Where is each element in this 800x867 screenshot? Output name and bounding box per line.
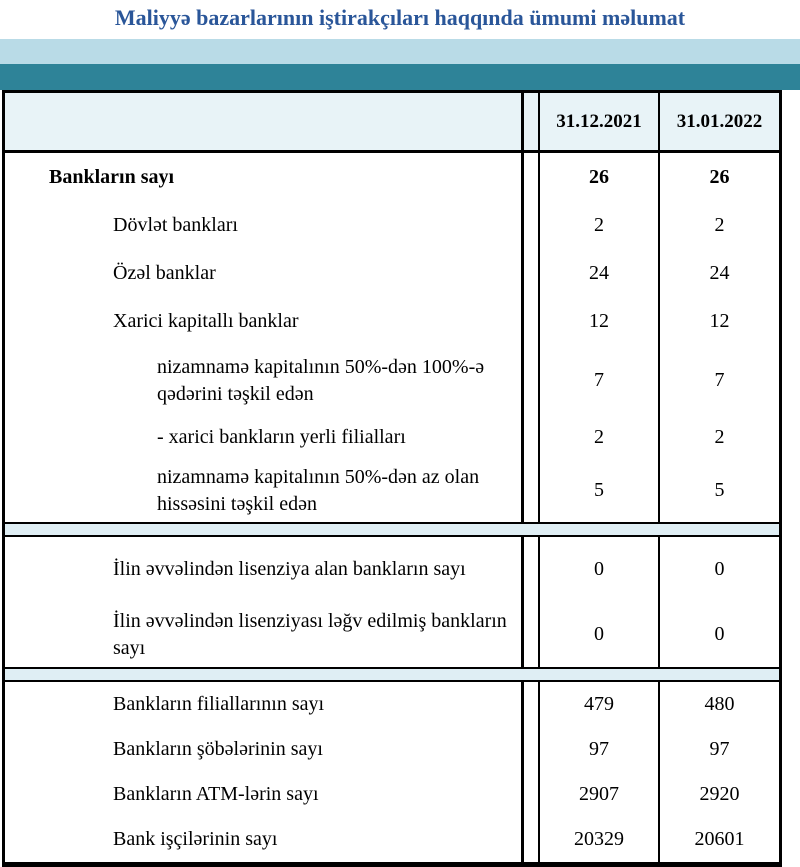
row-value-dec2021: 24 (540, 249, 660, 297)
row-label: Dövlət bankları (5, 201, 524, 249)
row-spacer-cell (524, 727, 540, 772)
table-row (5, 817, 779, 862)
row-label: İlin əvvəlindən lisenziyası ləğv edilmiş bankların sayı (5, 602, 524, 667)
row-value-dec2021: 20329 (540, 817, 660, 862)
row-spacer-cell (524, 772, 540, 817)
row-value-dec2021: 97 (540, 727, 660, 772)
row-spacer-cell (524, 345, 540, 416)
header-label-cell (5, 93, 524, 150)
row-spacer-cell (524, 297, 540, 345)
row-value-jan2022: 0 (714, 558, 725, 581)
table-header-row (5, 93, 779, 153)
row-value-jan2022: 12 (709, 309, 730, 332)
row-label: İlin əvvəlindən lisenziya alan bankların sayı (5, 537, 524, 602)
table-row (5, 201, 779, 249)
row-value-jan2022: 97 (709, 738, 730, 761)
row-value-jan2022: 20601 (694, 828, 745, 851)
row-value-dec2021: 26 (540, 153, 660, 201)
row-label: Xarici kapitallı banklar (5, 297, 524, 345)
row-label: Bankların sayı (5, 153, 524, 201)
row-label: Bank işçilərinin sayı (5, 817, 524, 862)
table-section-network (5, 682, 779, 862)
row-spacer-cell (524, 153, 540, 201)
row-spacer-cell (524, 201, 540, 249)
header-date-col1: 31.12.2021 (540, 93, 660, 150)
row-value-dec2021: 12 (540, 297, 660, 345)
row-value-dec2021: 479 (540, 682, 660, 727)
table-row (5, 459, 779, 522)
row-label: nizamnamə kapitalının 50%-dən 100%-ə qədərini təşkil edən (5, 345, 524, 416)
table-row (5, 249, 779, 297)
decorative-band-light (0, 39, 800, 64)
row-value-dec2021: 5 (540, 459, 660, 522)
row-value-jan2022: 0 (714, 623, 725, 646)
row-value-jan2022: 480 (704, 693, 735, 716)
row-value-dec2021: 0 (540, 602, 660, 667)
table-section-licenses (5, 537, 779, 667)
table-row (5, 153, 779, 201)
row-spacer-cell (524, 682, 540, 727)
row-value-dec2021: 0 (540, 537, 660, 602)
row-label: Bankların filiallarının sayı (5, 682, 524, 727)
table-row (5, 297, 779, 345)
row-value-jan2022: 2 (714, 213, 725, 236)
row-spacer-cell (524, 416, 540, 459)
row-value-jan2022: 2920 (699, 783, 740, 806)
row-value-dec2021: 2 (540, 201, 660, 249)
row-label: - xarici bankların yerli filialları (5, 416, 524, 459)
row-spacer-cell (524, 249, 540, 297)
table-section-banks (5, 153, 779, 522)
row-value-jan2022: 2 (714, 426, 725, 449)
table-row (5, 537, 779, 602)
row-value-dec2021: 2 (540, 416, 660, 459)
row-label: Özəl banklar (5, 249, 524, 297)
decorative-band-teal (0, 64, 800, 90)
header-date-col2: 31.01.2022 (676, 110, 763, 132)
page-title: Maliyyə bazarlarının iştirakçıları haqqında ümumi məlumat (114, 5, 686, 30)
table-row (5, 416, 779, 459)
data-table (2, 90, 782, 867)
table-row (5, 682, 779, 727)
row-value-jan2022: 7 (714, 369, 725, 392)
table-row (5, 772, 779, 817)
row-label: Bankların ATM-lərin sayı (5, 772, 524, 817)
row-value-dec2021: 7 (540, 345, 660, 416)
row-spacer-cell (524, 459, 540, 522)
section-separator (5, 522, 779, 537)
row-spacer-cell (524, 817, 540, 862)
header-gap-cell (524, 93, 540, 150)
row-spacer-cell (524, 602, 540, 667)
row-value-jan2022: 24 (709, 261, 730, 284)
row-value-jan2022: 5 (714, 479, 725, 502)
row-label: Bankların şöbələrinin sayı (5, 727, 524, 772)
table-row (5, 727, 779, 772)
row-spacer-cell (524, 537, 540, 602)
row-label: nizamnamə kapitalının 50%-dən az olan hissəsini təşkil edən (5, 459, 524, 522)
row-value-dec2021: 2907 (540, 772, 660, 817)
table-row (5, 602, 779, 667)
table-row (5, 345, 779, 416)
row-value-jan2022: 26 (709, 165, 730, 188)
section-separator (5, 667, 779, 682)
